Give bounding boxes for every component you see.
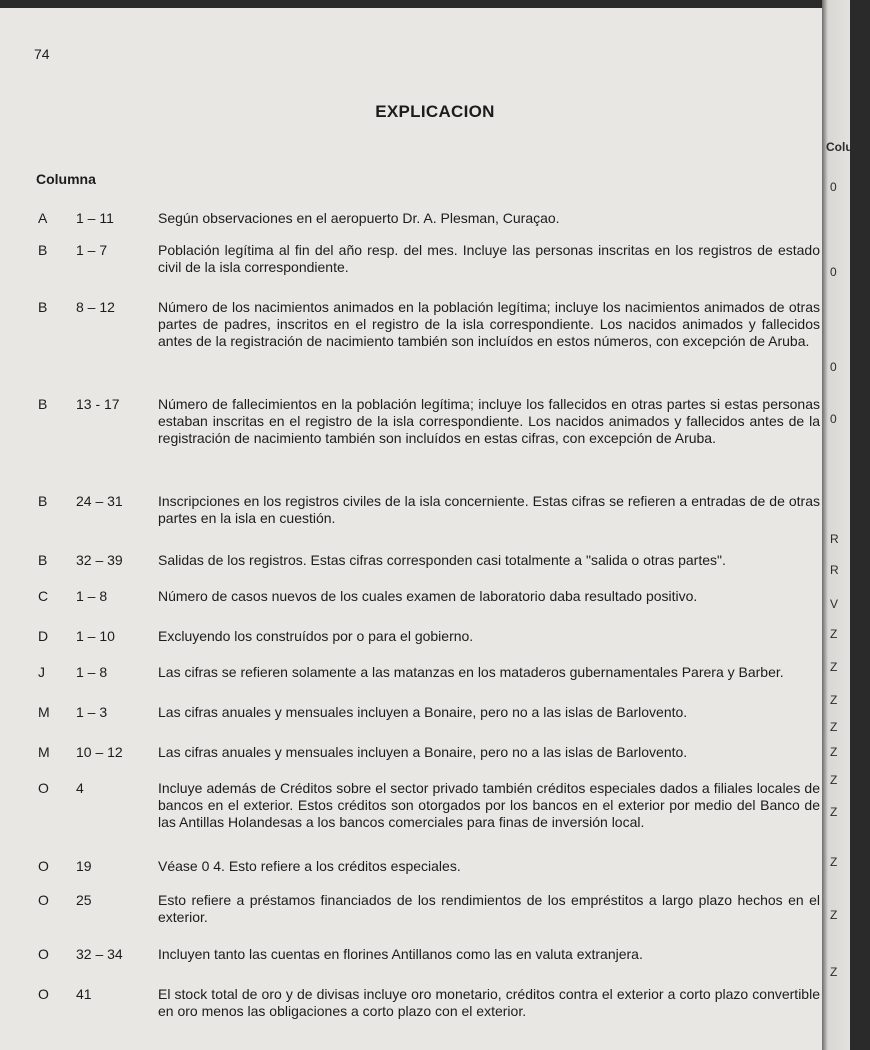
entry-text: Incluyen tanto las cuentas en florines Antillanos como las en valuta extranjera. bbox=[158, 946, 643, 962]
entry-range: 24 – 31 bbox=[76, 493, 123, 509]
entry-text: Número de casos nuevos de los cuales examen de laboratorio daba resultado positivo. bbox=[158, 588, 698, 604]
entry-text: Véase 0 4. Esto refiere a los créditos especiales. bbox=[158, 858, 461, 874]
entry-letter: J bbox=[38, 664, 45, 680]
entry-range: 19 bbox=[76, 858, 92, 874]
edge-letter: R bbox=[830, 563, 839, 577]
entry-text: Las cifras anuales y mensuales incluyen a Bonaire, pero no a las islas de Barlovento. bbox=[158, 744, 688, 760]
edge-letter: 0 bbox=[830, 360, 837, 374]
entry-letter: C bbox=[38, 588, 49, 604]
entry-letter: O bbox=[38, 892, 49, 908]
entry-letter: D bbox=[38, 628, 49, 644]
edge-letter: Z bbox=[830, 693, 838, 707]
edge-heading: Colun bbox=[826, 140, 860, 154]
entry-letter: B bbox=[38, 299, 48, 315]
entry-text: Las cifras se refieren solamente a las matanzas en los mataderos gubernamentales Parera y Barber. bbox=[158, 664, 784, 680]
page-number: 74 bbox=[34, 46, 50, 62]
document-page bbox=[0, 8, 822, 1050]
edge-letter: 0 bbox=[830, 412, 837, 426]
entry-range: 10 – 12 bbox=[76, 744, 123, 760]
entry-text: Población legítima al fin del año resp. del mes. Incluye las personas inscritas en los registros de estado civil de la isla correspondiente. bbox=[158, 242, 820, 275]
edge-letter: 0 bbox=[830, 265, 837, 279]
entry-range: 1 – 7 bbox=[76, 242, 108, 258]
entry-range: 32 – 39 bbox=[76, 552, 123, 568]
entry-range: 32 – 34 bbox=[76, 946, 123, 962]
entry-text: Excluyendo los construídos por o para el gobierno. bbox=[158, 628, 474, 644]
page-title: EXPLICACION bbox=[375, 102, 495, 121]
edge-letter: Z bbox=[830, 773, 838, 787]
entry-letter: O bbox=[38, 986, 49, 1002]
entry-text: Esto refiere a préstamos financiados de los rendimientos de los empréstitos a largo plazo hechos en el exterior. bbox=[158, 892, 820, 925]
edge-letter: Z bbox=[830, 908, 838, 922]
entry-text: Según observaciones en el aeropuerto Dr. A. Plesman, Curaçao. bbox=[158, 210, 560, 226]
entry-text: Incluye además de Créditos sobre el sector privado también créditos especiales dados a filiales locales de bancos en el exterior. Estos créditos son otorgados por los bancos en el exterior por medio del Banco de las Antillas Holandesas a los bancos comerciales para finas de inversión local. bbox=[158, 780, 820, 830]
entry-letter: O bbox=[38, 858, 49, 874]
entry-range: 1 – 8 bbox=[76, 664, 108, 680]
edge-letter: Z bbox=[830, 627, 838, 641]
entry-letter: O bbox=[38, 946, 49, 962]
entry-letter: M bbox=[38, 744, 50, 760]
edge-letter: Z bbox=[830, 805, 838, 819]
entry-range: 41 bbox=[76, 986, 92, 1002]
adjacent-page-edge bbox=[822, 0, 860, 1050]
edge-letter: 0 bbox=[830, 180, 837, 194]
entry-range: 8 – 12 bbox=[76, 299, 115, 315]
entry-text: Inscripciones en los registros civiles de la isla concerniente. Estas cifras se refieren a entradas de de otras partes en la isla en cuestión. bbox=[158, 493, 820, 526]
entry-text: Las cifras anuales y mensuales incluyen a Bonaire, pero no a las islas de Barlovento. bbox=[158, 704, 688, 720]
entry-text: Salidas de los registros. Estas cifras corresponden casi totalmente a "salida o otras partes". bbox=[158, 552, 726, 568]
entry-range: 13 - 17 bbox=[76, 396, 120, 412]
entry-letter: B bbox=[38, 396, 48, 412]
entry-text: Número de fallecimientos en la población legítima; incluye los fallecidos en otras partes si estas personas estaban inscritas en el registro de la isla correspondiente. Los nacidos animados y fallecidos antes de la registración de nacimiento también son incluídos en estas cifras, con excepción de Aruba. bbox=[158, 396, 820, 446]
entry-letter: B bbox=[38, 493, 48, 509]
edge-letter: Z bbox=[830, 965, 838, 979]
entry-text: El stock total de oro y de divisas incluye oro monetario, créditos contra el exterior a corto plazo convertible en oro menos las obligaciones a corto plazo con el exterior. bbox=[158, 986, 820, 1019]
column-heading: Columna bbox=[36, 171, 96, 187]
entry-text: Número de los nacimientos animados en la población legítima; incluye los nacimientos animados de otras partes de padres, inscritos en el registro de la isla correspondiente. Los nacidos animados y fallecidos antes de la registración de nacimiento también son incluídos en estos números, con excepción de Aruba. bbox=[158, 299, 820, 349]
edge-letter: Z bbox=[830, 660, 838, 674]
entry-range: 25 bbox=[76, 892, 92, 908]
edge-letter: V bbox=[830, 597, 839, 611]
entry-range: 1 – 10 bbox=[76, 628, 115, 644]
entry-letter: B bbox=[38, 242, 48, 258]
edge-letter: Z bbox=[830, 855, 838, 869]
edge-letter: Z bbox=[830, 720, 838, 734]
edge-letter: Z bbox=[830, 745, 838, 759]
entry-range: 4 bbox=[76, 780, 84, 796]
entry-letter: M bbox=[38, 704, 50, 720]
entry-letter: O bbox=[38, 780, 49, 796]
entry-letter: B bbox=[38, 552, 48, 568]
entry-letter: A bbox=[38, 210, 48, 226]
edge-letter: R bbox=[830, 532, 839, 546]
entry-range: 1 – 3 bbox=[76, 704, 108, 720]
entry-range: 1 – 11 bbox=[76, 210, 114, 226]
entry-range: 1 – 8 bbox=[76, 588, 108, 604]
